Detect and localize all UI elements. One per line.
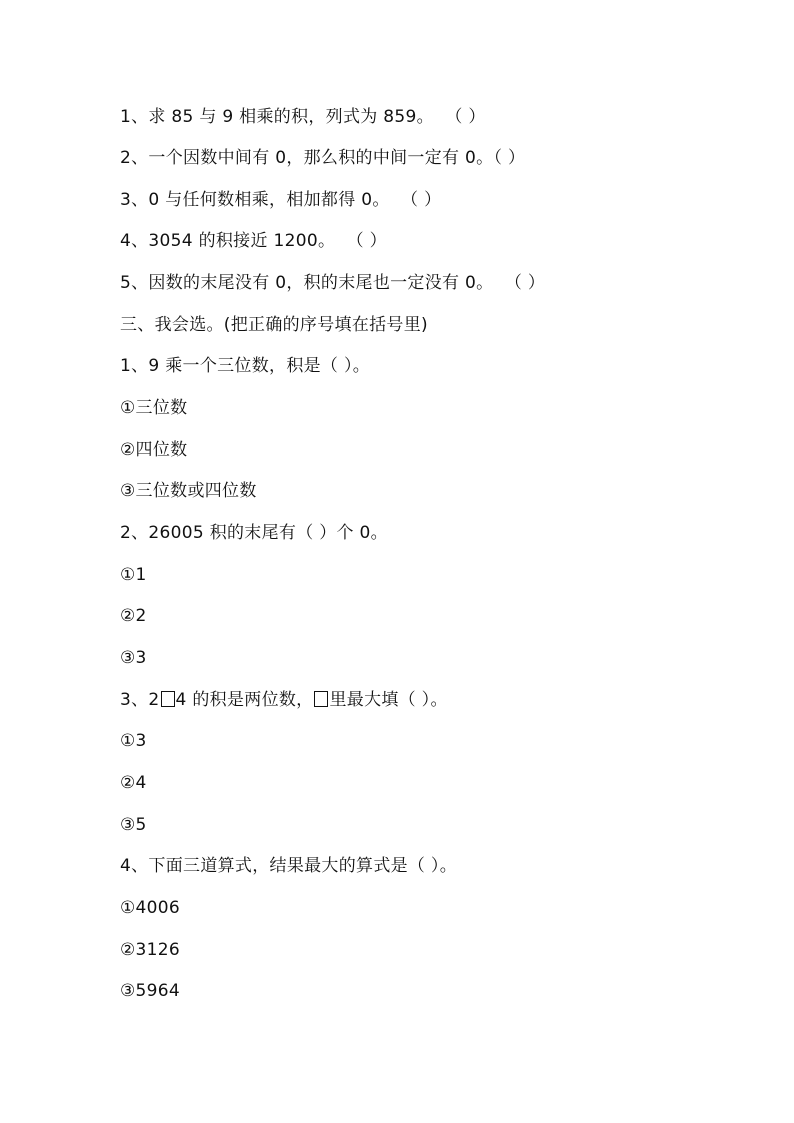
question-3-stem-part-1: 3、2 [120,690,160,710]
judge-item-5: 5、因数的末尾没有 0，积的末尾也一定没有 0。 （ ） [120,273,546,293]
judge-item-2: 2、一个因数中间有 0，那么积的中间一定有 0。（ ） [120,148,526,168]
question-3-option-1: ①3 [120,731,147,751]
judge-item-3: 3、0 与任何数相乘，相加都得 0。 （ ） [120,190,442,210]
question-4-option-1: ①4006 [120,898,181,918]
judge-item-4: 4、3054 的积接近 1200。 （ ） [120,231,387,251]
question-4-option-3: ③5964 [120,981,181,1001]
question-4-option-2: ②3126 [120,940,181,960]
blank-box [314,691,328,707]
question-1-option-1: ①三位数 [120,398,188,418]
question-3-option-3: ③5 [120,815,147,835]
blank-box [161,691,175,707]
question-3-stem [120,688,448,712]
question-1-option-3: ③三位数或四位数 [120,481,257,501]
section-title: 三、我会选。(把正确的序号填在括号里) [120,315,428,335]
question-2-option-1: ①1 [120,565,147,585]
question-3-stem-part-2: 4 的积是两位数， [175,690,314,710]
question-2-stem: 2、26005 积的末尾有（ ）个 0。 [120,523,388,543]
question-1-stem: 1、9 乘一个三位数，积是（ ）。 [120,356,371,376]
question-2-option-3: ③3 [120,648,147,668]
judge-item-1: 1、求 85 与 9 相乘的积，列式为 859。 （ ） [120,107,486,127]
question-3-stem-part-3: 里最大填（ ）。 [329,690,448,710]
question-1-option-2: ②四位数 [120,440,188,460]
question-2-option-2: ②2 [120,606,147,626]
question-4-stem: 4、下面三道算式，结果最大的算式是（ ）。 [120,856,458,876]
question-3-option-2: ②4 [120,773,147,793]
